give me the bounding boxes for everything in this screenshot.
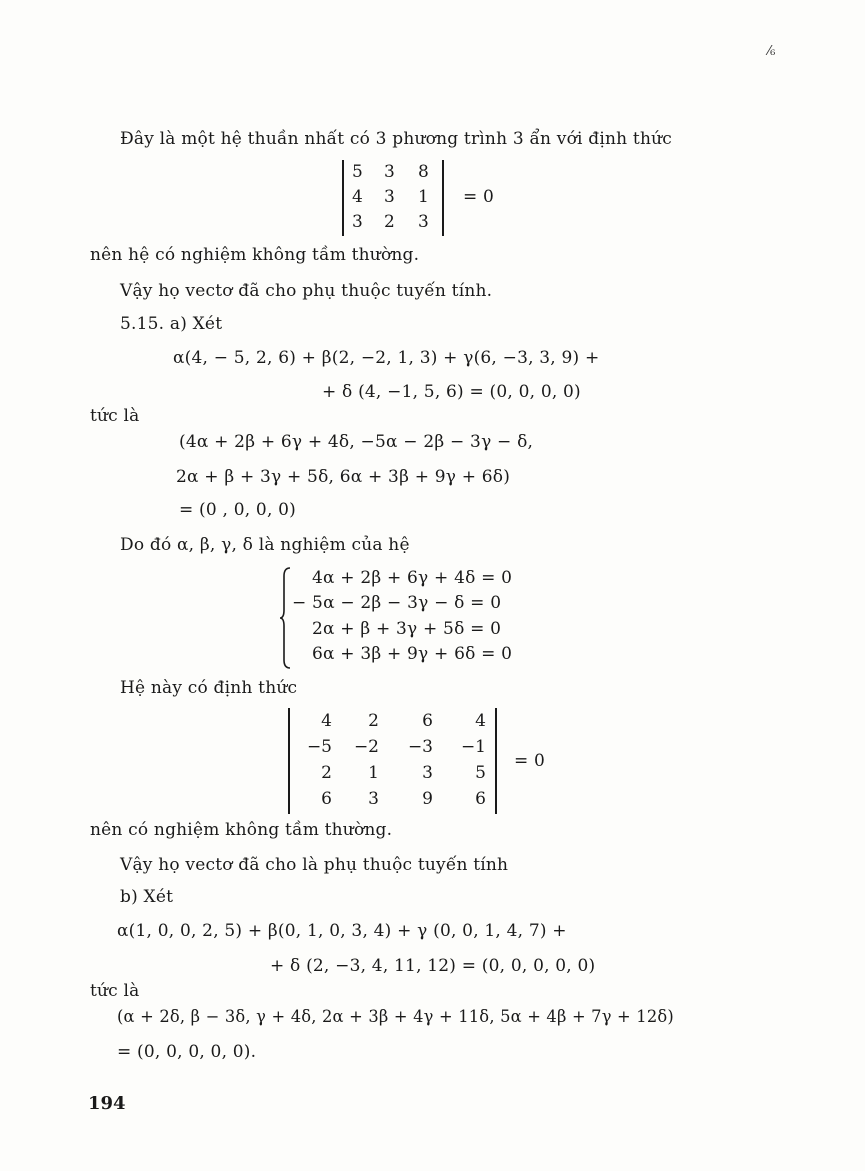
det4-cell: 6 bbox=[422, 711, 433, 731]
det3-cell: 4 bbox=[352, 187, 363, 207]
text-line-nontrivial-2: nên có nghiệm không tầm thường. bbox=[90, 820, 393, 840]
text-tuc-la-1: tức là bbox=[90, 406, 140, 426]
det4-cell: −2 bbox=[353, 737, 379, 757]
text-line-nontrivial-1: nên hệ có nghiệm không tầm thường. bbox=[90, 245, 420, 265]
det4-cell: 3 bbox=[422, 763, 433, 783]
det4-cell: 4 bbox=[321, 711, 332, 731]
expansion-a-line3: = (0 , 0, 0, 0) bbox=[179, 500, 297, 520]
det3-cell: 3 bbox=[384, 187, 395, 207]
determinant-3x3 bbox=[342, 160, 452, 236]
expansion-b-line2: = (0, 0, 0, 0, 0). bbox=[117, 1042, 257, 1062]
part-b-heading: b) Xét bbox=[120, 887, 174, 907]
det4-cell: 1 bbox=[368, 763, 379, 783]
det4-cell: 2 bbox=[368, 711, 379, 731]
det4-cell: −3 bbox=[407, 737, 433, 757]
det3-cell: 2 bbox=[384, 212, 395, 232]
system-equation-2: − 5α − 2β − 3γ − δ = 0 bbox=[292, 593, 502, 613]
equation-a-line2: + δ (4, −1, 5, 6) = (0, 0, 0, 0) bbox=[322, 382, 581, 402]
system-equation-3: 2α + β + 3γ + 5δ = 0 bbox=[312, 619, 502, 639]
det4-cell: 5 bbox=[475, 763, 486, 783]
expansion-b-line1: (α + 2δ, β − 3δ, γ + 4δ, 2α + 3β + 4γ + 11δ, 5α + 4β + 7γ + 12δ) bbox=[117, 1007, 674, 1026]
det4-cell: 6 bbox=[321, 789, 332, 809]
det4-equals: = 0 bbox=[514, 751, 546, 771]
det4-cell: 3 bbox=[368, 789, 379, 809]
system-equation-4: 6α + 3β + 9γ + 6δ = 0 bbox=[312, 644, 513, 664]
det3-cell: 8 bbox=[418, 162, 429, 182]
det3-cell: 1 bbox=[418, 187, 429, 207]
text-do-do: Do đó α, β, γ, δ là nghiệm của hệ bbox=[120, 535, 410, 555]
det4-cell: −5 bbox=[306, 737, 332, 757]
det4-cell: 2 bbox=[321, 763, 332, 783]
equation-system bbox=[280, 566, 570, 670]
corner-mark: ⁄₆ bbox=[768, 44, 776, 59]
page-number: 194 bbox=[88, 1093, 126, 1114]
determinant-4x4 bbox=[288, 708, 500, 814]
text-line-dependent-1: Vậy họ vectơ đã cho phụ thuộc tuyến tính. bbox=[120, 281, 493, 301]
equation-a-line1: α(4, − 5, 2, 6) + β(2, −2, 1, 3) + γ(6, −3, 3, 9) + bbox=[173, 348, 600, 368]
det4-cell: 6 bbox=[475, 789, 486, 809]
det3-cell: 3 bbox=[352, 212, 363, 232]
brace-icon bbox=[280, 566, 292, 670]
problem-515-heading: 5.15. a) Xét bbox=[120, 314, 223, 334]
det4-cell: −1 bbox=[460, 737, 486, 757]
det3-cell: 3 bbox=[418, 212, 429, 232]
text-line-intro: Đây là một hệ thuần nhất có 3 phương trình 3 ẩn với định thức bbox=[120, 129, 672, 149]
det3-equals: = 0 bbox=[463, 187, 495, 207]
text-tuc-la-2: tức là bbox=[90, 981, 140, 1001]
det3-cell: 3 bbox=[384, 162, 395, 182]
expansion-a-line1: (4α + 2β + 6γ + 4δ, −5α − 2β − 3γ − δ, bbox=[179, 432, 534, 452]
text-he-nay: Hệ này có định thức bbox=[120, 678, 298, 698]
expansion-a-line2: 2α + β + 3γ + 5δ, 6α + 3β + 9γ + 6δ) bbox=[176, 467, 511, 487]
det4-cell: 9 bbox=[422, 789, 433, 809]
equation-b-line2: + δ (2, −3, 4, 11, 12) = (0, 0, 0, 0, 0) bbox=[270, 956, 596, 976]
det4-cell: 4 bbox=[475, 711, 486, 731]
text-line-dependent-2: Vậy họ vectơ đã cho là phụ thuộc tuyến tính bbox=[120, 855, 509, 875]
det3-cell: 5 bbox=[352, 162, 363, 182]
system-equation-1: 4α + 2β + 6γ + 4δ = 0 bbox=[312, 568, 513, 588]
equation-b-line1: α(1, 0, 0, 2, 5) + β(0, 1, 0, 3, 4) + γ (0, 0, 1, 4, 7) + bbox=[117, 921, 567, 941]
